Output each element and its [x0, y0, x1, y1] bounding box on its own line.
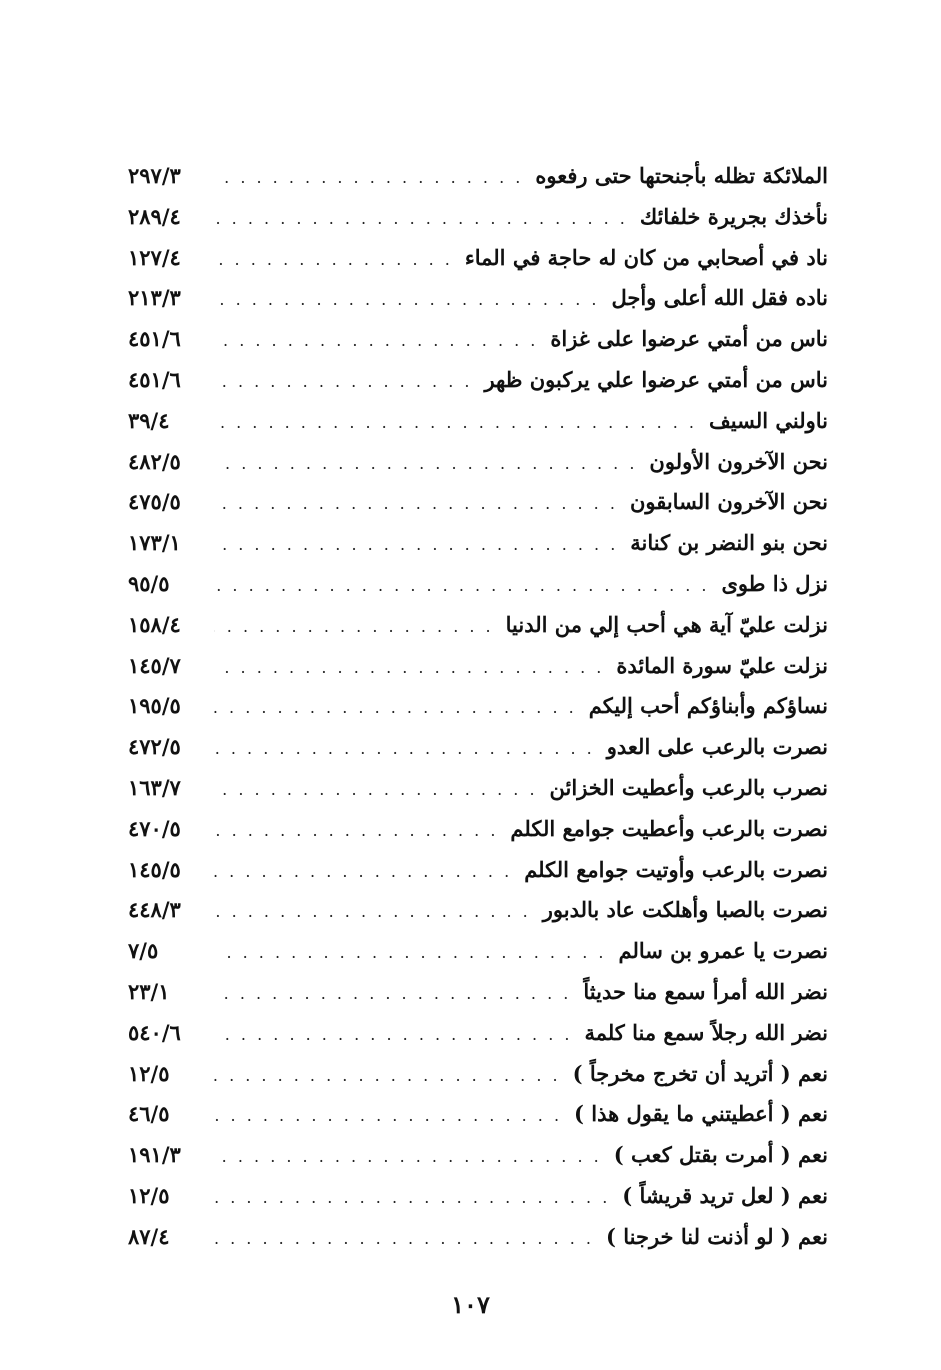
entry-reference: ٤٥١/٦ [128, 326, 181, 352]
leader-dots [214, 494, 618, 513]
index-entry [128, 530, 828, 571]
entry-reference: ١٢٧/٤ [128, 244, 181, 270]
entry-reference: ١٥٨/٤ [128, 611, 181, 637]
leader-dots [214, 1188, 610, 1207]
entry-text: نصرب بالرعب وأعطيت الخزائن [549, 774, 828, 800]
index-entry [128, 1061, 828, 1102]
entry-reference: ٧/٥ [128, 938, 159, 964]
entry-text: ناد في أصحابي من كان له حاجة في الماء [464, 244, 828, 270]
index-entry [128, 938, 828, 979]
index-entry [128, 204, 828, 245]
entry-text: نصرت يا عمرو بن سالم [618, 938, 828, 964]
entry-reference: ٤٧٢/٥ [128, 734, 181, 760]
index-entry [128, 163, 828, 204]
leader-dots [214, 739, 595, 758]
index-entry [128, 979, 828, 1020]
entry-reference: ٢٩٧/٣ [128, 163, 181, 188]
index-entry [128, 775, 828, 816]
entry-text: نعم ( أمرت بقتل كعب ) [613, 1142, 828, 1168]
index-entry [128, 857, 828, 898]
leader-dots [214, 698, 577, 717]
entry-reference: ٤٨٢/٥ [128, 448, 181, 474]
page-number: ١٠٧ [451, 1290, 490, 1319]
entry-reference: ١٩٥/٥ [128, 693, 181, 719]
entry-reference: ٢٨٩/٤ [128, 203, 181, 229]
entry-text: ناس من أمتي عرضوا علي يركبون ظهر [484, 366, 828, 392]
entry-text: نعم ( أعطيتني ما يقول هذا ) [574, 1101, 828, 1127]
entry-reference: ١٦٣/٧ [128, 774, 181, 800]
leader-dots [214, 1147, 602, 1166]
entry-text: نعم ( لعل تريد قريشاً ) [622, 1182, 828, 1208]
index-entry [128, 1101, 828, 1142]
index-entry [128, 612, 828, 653]
entry-text: نصرت بالرعب وأوتيت جوامع الكلم [524, 856, 828, 882]
leader-dots [214, 1025, 572, 1044]
leader-dots [214, 1106, 562, 1125]
leader-dots [214, 576, 710, 595]
leader-dots [214, 1229, 594, 1248]
leader-dots [214, 331, 538, 350]
leader-dots [214, 821, 498, 840]
index-entry [128, 1224, 828, 1265]
index-entry [128, 489, 828, 530]
leader-dots [214, 943, 607, 962]
leader-dots [214, 984, 571, 1003]
entry-text: نصرت بالرعب على العدو [606, 734, 828, 760]
index-entry [128, 1020, 828, 1061]
entry-reference: ٤٦/٥ [128, 1101, 170, 1127]
entry-text: نحن بنو النضر بن كنانة [630, 530, 828, 556]
entry-reference: ٢٣/١ [128, 978, 170, 1004]
leader-dots [214, 658, 604, 677]
entry-reference: ٤٥١/٦ [128, 366, 181, 392]
entry-text: نحن الآخرون الأولون [649, 448, 828, 474]
entry-reference: ٢١٣/٣ [128, 285, 181, 311]
index-entry [128, 897, 828, 938]
leader-dots [214, 1066, 561, 1085]
leader-dots [214, 902, 531, 921]
entry-text: ناس من أمتي عرضوا على غزاة [550, 326, 828, 352]
entry-text: نزلت عليّ سورة المائدة [616, 652, 828, 678]
entry-reference: ٤٧٠/٥ [128, 815, 181, 841]
entry-text: ناولني السيف [709, 407, 828, 433]
leader-dots [214, 454, 637, 473]
leader-dots [214, 372, 472, 391]
entry-reference: ١٧٣/١ [128, 530, 181, 556]
leader-dots [214, 413, 697, 432]
entry-text: الملائكة تظله بأجنحتها حتى رفعوه [535, 163, 828, 188]
leader-dots [214, 209, 628, 228]
index-entry [128, 653, 828, 694]
entry-reference: ١٢/٥ [128, 1182, 170, 1208]
index-entry [128, 571, 828, 612]
index-entry [128, 734, 828, 775]
entry-reference: ٤٧٥/٥ [128, 489, 181, 515]
index-entry [128, 285, 828, 326]
entry-text: نأخذك بجريرة خلفائك [639, 203, 828, 229]
entry-reference: ١٢/٥ [128, 1060, 170, 1086]
entry-text: نساؤكم وأبناؤكم أحب إليكم [588, 693, 828, 719]
index-entry [128, 449, 828, 490]
entry-reference: ٩٥/٥ [128, 570, 170, 596]
entry-reference: ١٩١/٣ [128, 1142, 181, 1168]
index-entry [128, 408, 828, 449]
entry-text: نصرت بالرعب وأعطيت جوامع الكلم [510, 815, 828, 841]
entry-text: نعم ( لو أذنت لنا خرجنا ) [605, 1223, 828, 1249]
leader-dots [214, 290, 599, 309]
leader-dots [214, 617, 494, 636]
index-entry [128, 693, 828, 734]
index-entry [128, 326, 828, 367]
entry-text: نحن الآخرون السابقون [629, 489, 828, 515]
entry-text: نضر الله أمرأ سمع منا حديثاً [583, 978, 828, 1004]
entry-reference: ١٤٥/٧ [128, 652, 181, 678]
entry-text: نعم ( أتريد أن تخرج مخرجاً ) [572, 1060, 828, 1086]
entry-text: نزلت عليّ آية هي أحب إلي من الدنيا [505, 611, 828, 637]
index-entry [128, 245, 828, 286]
index-list [128, 163, 828, 1265]
entry-text: نصرت بالصبا وأهلكت عاد بالدبور [542, 897, 828, 923]
leader-dots [214, 780, 538, 799]
entry-text: ناده فقل الله أعلى وأجل [611, 285, 828, 311]
index-entry [128, 1142, 828, 1183]
leader-dots [214, 168, 523, 187]
leader-dots [214, 250, 453, 269]
entry-reference: ٨٧/٤ [128, 1223, 170, 1249]
entry-reference: ٥٤٠/٦ [128, 1019, 181, 1045]
index-entry [128, 367, 828, 408]
leader-dots [214, 862, 512, 881]
index-entry [128, 816, 828, 857]
entry-text: نزل ذا طوى [721, 570, 828, 596]
index-entry [128, 1183, 828, 1224]
entry-reference: ٣٩/٤ [128, 407, 170, 433]
leader-dots [214, 535, 618, 554]
entry-text: نضر الله رجلاً سمع منا كلمة [584, 1019, 828, 1045]
entry-reference: ٤٤٨/٣ [128, 897, 181, 923]
entry-reference: ١٤٥/٥ [128, 856, 181, 882]
